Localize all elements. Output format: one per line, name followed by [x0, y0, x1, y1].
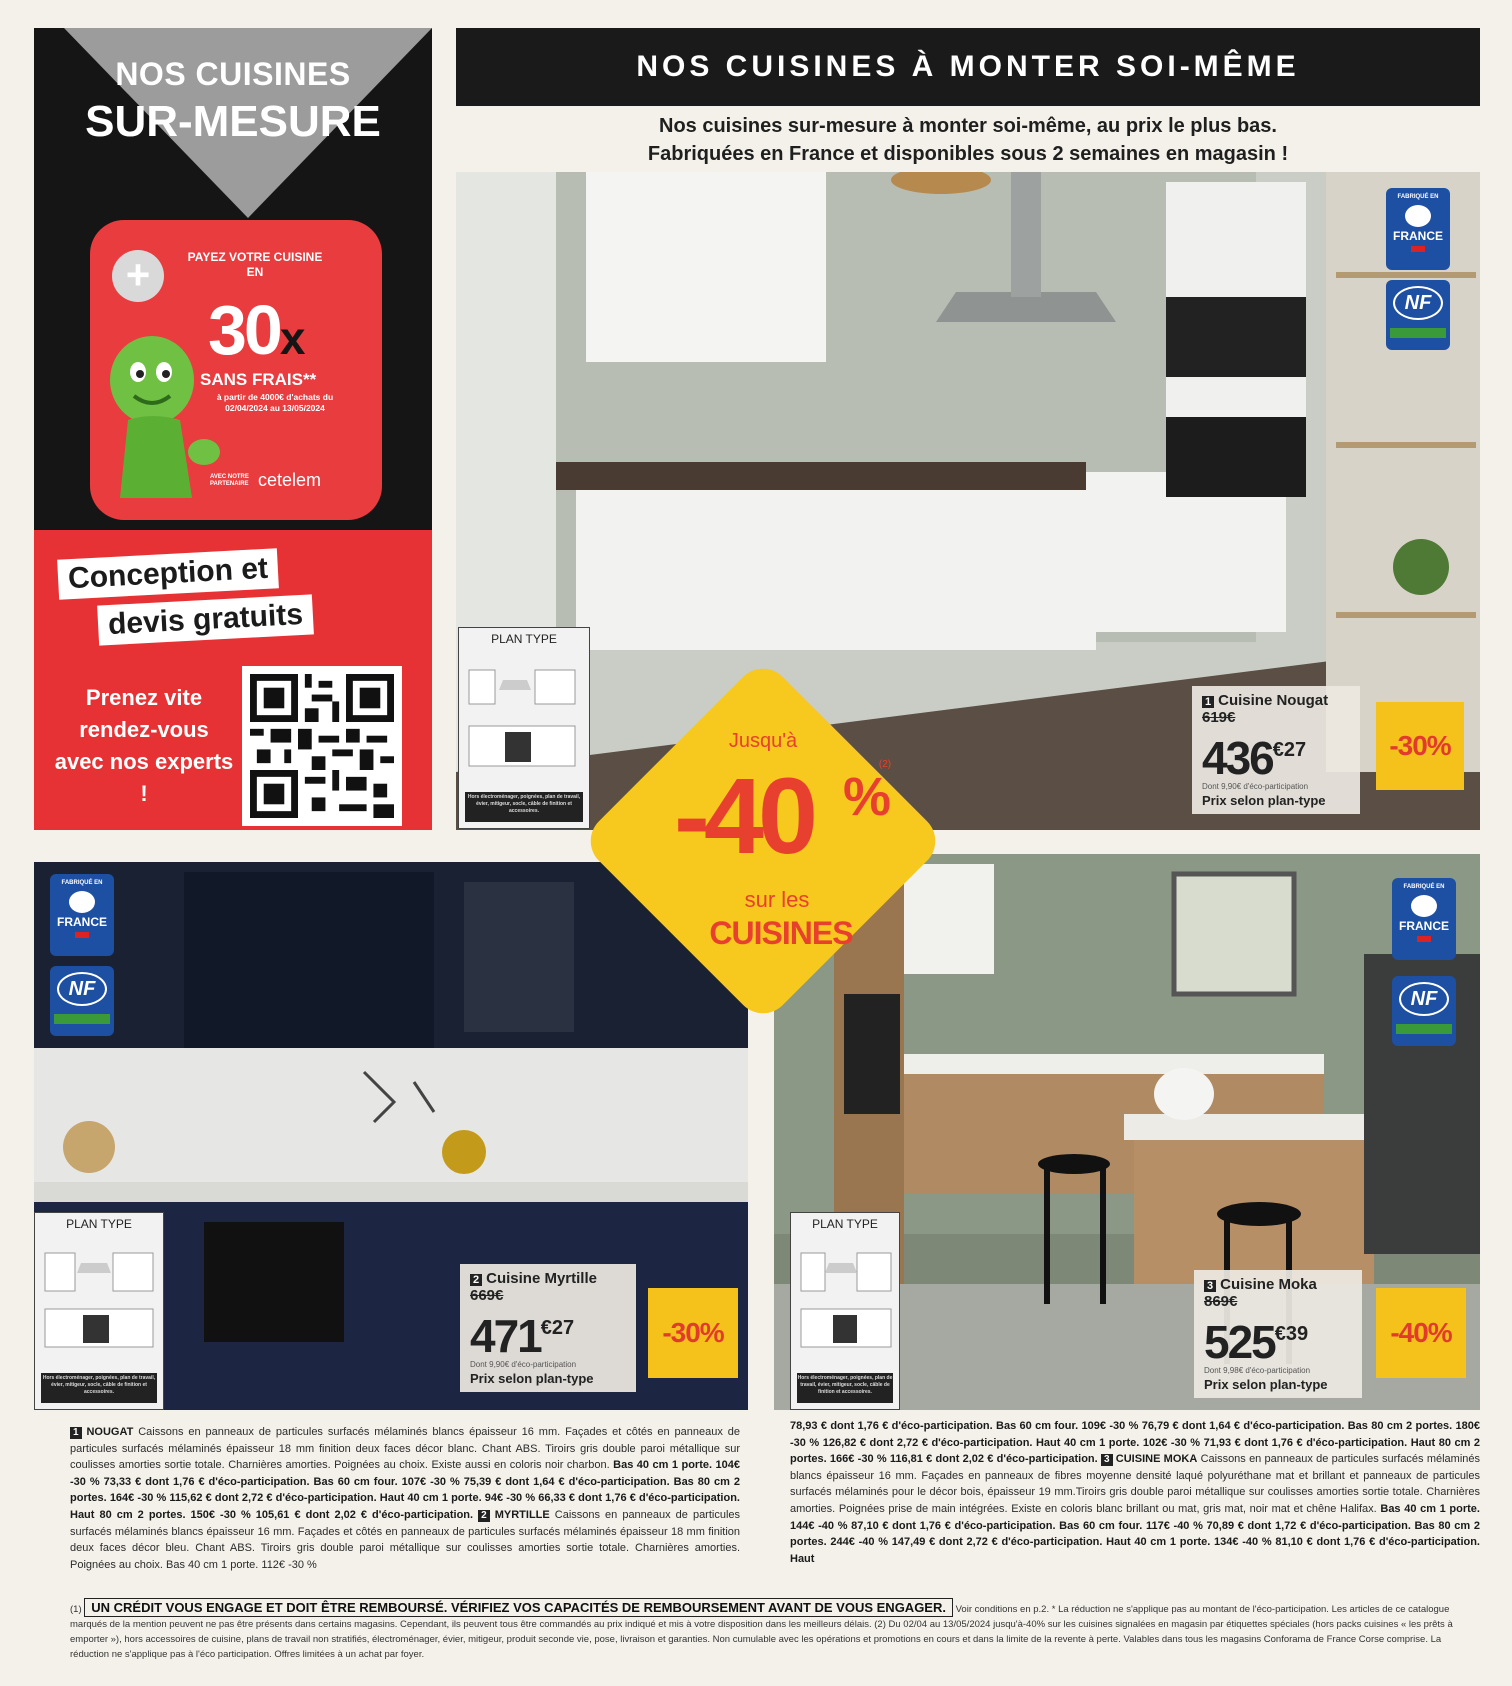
ameublement-strip — [1390, 328, 1446, 338]
chef-hat-icon — [1411, 895, 1437, 917]
badge-france: FRANCE — [1393, 229, 1443, 243]
price-integer: 436 — [1202, 732, 1273, 784]
old-price: 619€ — [1202, 709, 1236, 726]
description-right — [790, 1418, 1480, 1567]
badge-flag-icon — [1417, 936, 1431, 942]
desc-number: 2 — [478, 1510, 490, 1522]
current-price — [1202, 726, 1350, 782]
product-name — [1202, 692, 1350, 709]
price-integer: 525 — [1204, 1316, 1275, 1368]
plan-type-note: Hors électroménager, poignées, plan de travail, évier, mitigeur, socle, câble de finition et accessoires. — [465, 792, 583, 822]
desc-number: 3 — [1101, 1454, 1113, 1466]
fabrique-en-france-badge — [1392, 878, 1456, 960]
legal-ref: (1) — [70, 1604, 82, 1615]
plan-drawing-icon — [465, 650, 583, 770]
plan-drawing-icon — [797, 1235, 895, 1351]
fabrique-en-france-badge — [50, 874, 114, 956]
sidebar-title-line2: SUR-MESURE — [85, 97, 381, 146]
credit-times-x: x — [279, 312, 303, 364]
promo-value: -40 — [673, 755, 813, 876]
credit-warning: UN CRÉDIT VOUS ENGAGE ET DOIT ÊTRE REMBOURSÉ. VÉRIFIEZ VOS CAPACITÉS DE REMBOURSEMENT AVANT DE VOUS ENGAGER. — [84, 1598, 953, 1617]
plan-type-title: PLAN TYPE — [491, 632, 557, 646]
moka-prices: Bas 40 cm 1 porte. 144€ -40 % 87,10 € dont 1,76 € d'éco-participation. Bas 60 cm four. 117€ -40 % 70,89 € dont 1,72 € d'éco-participation. Bas 80 cm 2 portes. 244€ -40 % 147,49 € dont 2,72 € d'éco-participation. Haut 40 cm 1 porte. 134€ -40 % 81,10 € dont 1,76 € d'éco-participation. Haut — [790, 1502, 1480, 1565]
badge-fabrique: FABRIQUÉ EN — [61, 880, 103, 886]
nf-ameublement-badge — [50, 966, 114, 1036]
plan-type-title: PLAN TYPE — [66, 1217, 132, 1231]
conception-line2: devis gratuits — [97, 594, 314, 645]
plan-type-note: Hors électroménager, poignées, plan de travail, évier, mitigeur, socle, câble de finition et accessoires. — [797, 1373, 893, 1403]
product-name-text: Cuisine Myrtille — [486, 1270, 597, 1287]
badge-france: FRANCE — [57, 915, 107, 929]
myrtille-prices: 78,93 € dont 1,76 € d'éco-participation. Bas 60 cm four. 109€ -30 % 76,79 € dont 1,64 € d'éco-participation. Bas 80 cm 2 portes. 180€ -30 % 126,82 € dont 2,72 € d'éco-participation. Haut 40 cm 1 porte. 102€ -30 % 71,93 € dont 1,76 € d'éco-participation. Haut 80 cm 2 portes. 166€ -30 % 116,81 € dont 2,02 € d'éco-participation. — [790, 1420, 1480, 1466]
price-box-nougat — [1192, 686, 1360, 814]
product-name-text: Cuisine Nougat — [1218, 692, 1329, 709]
nougat-title: NOUGAT — [86, 1426, 134, 1438]
price-integer: 471 — [470, 1310, 541, 1362]
myrtille-text: Caissons en panneaux de particules surfacés mélaminés blancs épaisseur 16 mm. Façades et côtés en panneaux de particules surfacés mélaminés épaisseur 18 mm finition deux faces décor bleu. Chant ABS. Tiroirs gris double paroi métallique sur coulisses amorties sortie totale. Charnières amorties. Poignées au choix. Bas 40 cm 1 porte. 112€ -30 % — [70, 1508, 741, 1571]
current-price — [1204, 1310, 1352, 1366]
discount-badge-nougat: -30% — [1376, 702, 1464, 790]
chef-hat-icon — [1405, 205, 1431, 227]
price-decimals: €39 — [1274, 1323, 1309, 1345]
banner-subtitle-line1: Nos cuisines sur-mesure à monter soi-même, au prix le plus bas. — [659, 115, 1277, 137]
product-number: 2 — [470, 1274, 482, 1286]
product-number: 1 — [1202, 696, 1214, 708]
eco-participation: Dont 9,98€ d'éco-participation — [1204, 1366, 1311, 1375]
banner-subtitle — [456, 112, 1480, 168]
plan-type-nougat — [458, 627, 590, 829]
nougat-text: Caissons en panneaux de particules surfacés mélaminés blancs épaisseur 16 mm. Façades et côtés en panneaux de particules surfacés mélaminés épaisseur 18 mm finition deux faces décor blanc. Chant ABS. Tiroirs gris double paroi métallique sur coulisses amorties sortie totale. Charnières amorties. Poignées au choix. Existe aussi en coloris noir charbon. — [70, 1426, 741, 1472]
plus-icon: + — [112, 250, 164, 302]
product-name-text: Cuisine Moka — [1220, 1276, 1317, 1293]
banner-subtitle-line2: Fabriquées en France et disponibles sous 2 semaines en magasin ! — [647, 143, 1289, 165]
plan-type-moka — [790, 1212, 900, 1410]
nf-logo-icon: NF — [1393, 286, 1443, 320]
myrtille-title: MYRTILLE — [494, 1508, 550, 1521]
nougat-prices: Bas 40 cm 1 porte. 104€ -30 % 73,33 € dont 1,76 € d'éco-participation. Bas 60 cm four. 107€ -30 % 75,39 € dont 1,64 € d'éco-participation. Bas 80 cm 2 portes. 164€ -30 % 115,62 € dont 2,72 € d'éco-participation. Haut 40 cm 1 porte. 94€ -30 % 66,33 € dont 1,76 € d'éco-participation. Haut 80 cm 2 portes. 150€ -30 % 105,61 € dont 2,02 € d'éco-participation. — [70, 1459, 740, 1521]
credit-sans-frais: SANS FRAIS** — [200, 370, 317, 389]
old-price: 869€ — [1204, 1293, 1238, 1310]
promo-sur-les: sur les — [744, 887, 810, 912]
price-note: Prix selon plan-type — [470, 1371, 594, 1386]
product-number: 3 — [1204, 1280, 1216, 1292]
promo-jusqua: Jusqu'à — [728, 730, 798, 752]
sidebar-title — [34, 56, 432, 147]
nf-ameublement-badge — [1386, 280, 1450, 350]
ameublement-strip — [54, 1014, 110, 1024]
legal-footer — [70, 1598, 1478, 1662]
chef-hat-icon — [69, 891, 95, 913]
price-note: Prix selon plan-type — [1202, 793, 1326, 808]
price-decimals: €27 — [540, 1317, 575, 1339]
product-name — [1204, 1276, 1352, 1293]
price-note: Prix selon plan-type — [1204, 1377, 1328, 1392]
credit-times-number: 30 — [208, 291, 280, 369]
conception-line1: Conception et — [57, 548, 279, 599]
desc-number: 1 — [70, 1427, 82, 1439]
discount-badge-moka: -40% — [1376, 1288, 1466, 1378]
fabrique-en-france-badge — [1386, 188, 1450, 270]
promo-percent: % — [842, 767, 892, 827]
price-decimals: €27 — [1272, 739, 1307, 761]
nf-logo-icon: NF — [57, 972, 107, 1006]
rdv-text: Prenez vite rendez-vous avec nos experts ! — [54, 685, 234, 806]
credit-intro: PAYEZ VOTRE CUISINE EN — [187, 250, 323, 279]
conception-text — [58, 551, 313, 646]
banner-title: NOS CUISINES À MONTER SOI-MÊME — [456, 28, 1480, 106]
eco-participation: Dont 9,90€ d'éco-participation — [1202, 782, 1309, 791]
current-price — [470, 1304, 626, 1360]
plan-drawing-icon — [41, 1235, 159, 1351]
plan-type-myrtille — [34, 1212, 164, 1410]
cetelem-logo: cetelem — [258, 470, 322, 490]
eco-participation: Dont 9,90€ d'éco-participation — [470, 1360, 577, 1369]
badge-flag-icon — [1411, 246, 1425, 252]
moka-title: CUISINE MOKA — [1115, 1453, 1198, 1466]
credit-conditions: à partir de 4000€ d'achats du 02/04/2024 au 13/05/2024 — [216, 392, 334, 413]
badge-fabrique: FABRIQUÉ EN — [1403, 884, 1445, 890]
sur-mesure-panel — [34, 28, 432, 830]
legal-text: Voir conditions en p.2. * La réduction ne s'applique pas au montant de l'éco-participation. Les articles de ce catalogue marqués de la mention peuvent ne pas être présents dans certains magasins. Cependant, ils peuvent tous être commandés au prix indiqué et mis à votre disposition dans les meilleurs délais. (2) Du 02/04 au 13/05/2024 jusqu'à-40% sur les cuisines signalées en magasin par étiquettes spéciales (hors packs cuisines « les prêts à emporter »), hors accessoires de cuisine, plans de travail non stratifiés, électroménager, évier, mitigeur, produit seconde vie, pose, livraison et garanties. Non cumulable avec les opérations et promotions en cours et dans la limite de la revente à perte. Valables dans tous les magasins Conforama de France Corse comprise. La réduction ne s'applique pas à l'éco participation. Offres limitées à un achat par foyer. — [70, 1604, 1453, 1660]
badge-france: FRANCE — [1399, 919, 1449, 933]
discount-badge-myrtille: -30% — [648, 1288, 738, 1378]
moka-text: Caissons en panneaux de particules surfacés mélaminés blancs épaisseur 16 mm. Façades en panneaux de fibres moyenne densité laqué polyuréthane mat et brillant et panneaux de particules surfacés mélaminés pour le décor bois, épaisseur 19 mm.Tiroirs gris double paroi métallique sur coulisses amorties sortie totale. Charnières amorties. Poignées prise de main intégrées. Existe en coloris blanc brillant ou mat, gris mat, noir mat et chêne Halifax. — [790, 1453, 1480, 1515]
nf-ameublement-badge — [1392, 976, 1456, 1046]
promo-ref: (2) — [878, 759, 892, 770]
price-box-myrtille — [460, 1264, 636, 1392]
ameublement-strip — [1396, 1024, 1452, 1034]
sidebar-title-line1: NOS CUISINES — [115, 56, 351, 92]
description-left — [70, 1424, 740, 1573]
nf-logo-icon: NF — [1399, 982, 1449, 1016]
promo-diamond — [577, 655, 949, 1027]
promo-cuisines: CUISINES — [709, 915, 853, 951]
green-mascot-icon — [100, 328, 230, 508]
qr-code[interactable] — [242, 666, 402, 826]
conception-band — [34, 530, 432, 830]
price-box-moka — [1194, 1270, 1362, 1398]
badge-fabrique: FABRIQUÉ EN — [1397, 194, 1439, 200]
old-price: 669€ — [470, 1287, 504, 1304]
partner-label: AVEC NOTRE PARTENAIRE — [210, 474, 249, 487]
plan-type-title: PLAN TYPE — [812, 1217, 878, 1231]
product-name — [470, 1270, 626, 1287]
badge-flag-icon — [75, 932, 89, 938]
plan-type-note: Hors électroménager, poignées, plan de travail, évier, mitigeur, socle, câble de finition et accessoires. — [41, 1373, 157, 1403]
qr-code-icon — [250, 674, 394, 818]
